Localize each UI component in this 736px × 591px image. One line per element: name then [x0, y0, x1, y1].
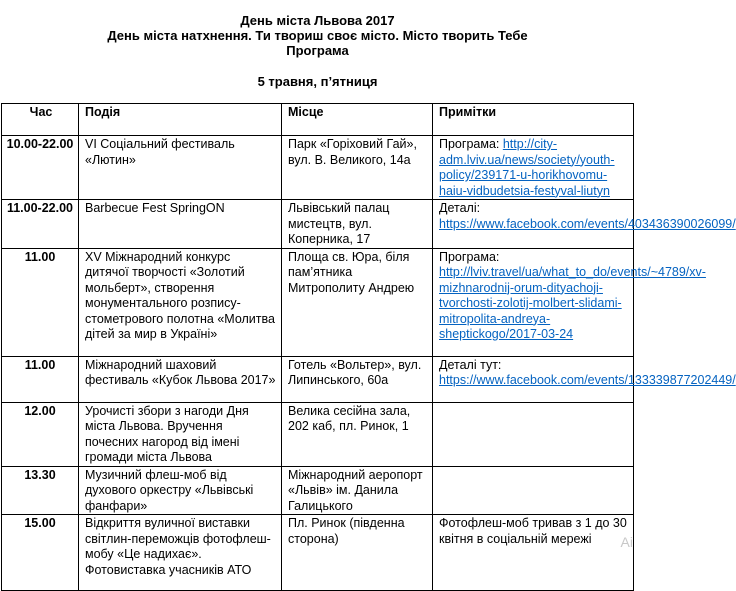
column-header-event: Подія [79, 104, 282, 136]
cell-place: Велика сесійна зала, 202 каб, пл. Ринок, 1 [282, 402, 433, 466]
note-label: Програма: [439, 249, 500, 264]
cell-time: 11.00 [2, 356, 79, 402]
note-link[interactable]: https://www.facebook.com/events/403436390026099/ [439, 216, 736, 231]
cell-notes [433, 402, 634, 466]
date-heading: 5 травня, п’ятниця [257, 74, 378, 89]
cell-place: Парк «Горіховий Гай», вул. В. Великого, 14а [282, 136, 433, 200]
cell-event: VI Соціальний фестиваль «Лютин» [79, 136, 282, 200]
note-link[interactable]: http://lviv.travel/ua/what_to_do/events/~4789/xv-mizhnarodnij-orum-dityachoji-tvorchosti-zolotij-molbert-slidami-mitropolita-andreya-sheptickogo/2017-03-24 [439, 265, 706, 341]
table-row [2, 356, 634, 402]
table-header-row [2, 104, 634, 136]
cell-notes [433, 466, 634, 515]
cell-place: Готель «Вольтер», вул. Липинського, 60а [282, 356, 433, 402]
table-row [2, 248, 634, 356]
cell-place: Міжнародний аеропорт «Львів» ім. Данила Галицького [282, 466, 433, 515]
cell-event: Міжнародний шаховий фестиваль «Кубок Львова 2017» [79, 356, 282, 402]
schedule-table [1, 103, 736, 591]
table-row [2, 136, 634, 200]
cell-time: 11.00 [2, 248, 79, 356]
column-header-place: Місце [282, 104, 433, 136]
program-heading: Програма [286, 43, 349, 58]
cell-notes [433, 200, 736, 249]
column-header-notes: Примітки [433, 104, 634, 136]
cell-notes: Фотофлеш-моб тривав з 1 до 30 квітня в соціальній мережі [433, 515, 634, 591]
watermark-text: Ai [620, 534, 633, 550]
column-header-time: Час [2, 104, 79, 136]
cell-notes [433, 136, 634, 200]
note-link[interactable]: http://city-adm.lviv.ua/news/society/youth-policy/239171-u-horikhovomu-haiu-vidbudetsia-festyval-liutyn [439, 137, 615, 198]
table-row [2, 466, 634, 515]
cell-time: 13.30 [2, 466, 79, 515]
table-row [2, 200, 634, 249]
table-row [2, 515, 634, 591]
note-label: Деталі тут: [439, 357, 502, 372]
cell-time: 12.00 [2, 402, 79, 466]
cell-place: Площа св. Юра, біля пам’ятника Митрополиту Андрею [282, 248, 433, 356]
cell-time: 15.00 [2, 515, 79, 591]
note-link[interactable]: https://www.facebook.com/events/133339877202449/ [439, 373, 736, 387]
cell-event: Музичний флеш-моб від духового оркестру «Львівські фанфари» [79, 466, 282, 515]
note-label: Деталі: [439, 201, 481, 215]
cell-time: 11.00-22.00 [2, 200, 79, 249]
cell-notes [433, 248, 706, 356]
cell-event: Урочисті збори з нагоди Дня міста Львова. Вручення почесних нагород від імені громади міста Львова [79, 402, 282, 466]
cell-notes [433, 356, 736, 402]
cell-event: Barbecue Fest SpringON [79, 200, 282, 249]
cell-place: Львівський палац мистецтв, вул. Коперника, 17 [282, 200, 433, 249]
cell-place: Пл. Ринок (південна сторона) [282, 515, 433, 591]
cell-time: 10.00-22.00 [2, 136, 79, 200]
note-label: Програма: [439, 137, 503, 151]
cell-event: Відкриття вуличної виставки світлин-переможців фотофлеш-мобу «Це надихає». Фотовиставка учасників АТО [79, 515, 282, 591]
page-subtitle: День міста натхнення. Ти твориш своє місто. Місто творить Тебе [107, 28, 528, 43]
table-row [2, 402, 634, 466]
page-title: День міста Львова 2017 [240, 13, 395, 28]
cell-event: XV Міжнародний конкурс дитячої творчості «Золотий мольберт», створення монументального розпису-стометрового полотна «Молитва дітей за мир в Україні» [79, 248, 282, 356]
